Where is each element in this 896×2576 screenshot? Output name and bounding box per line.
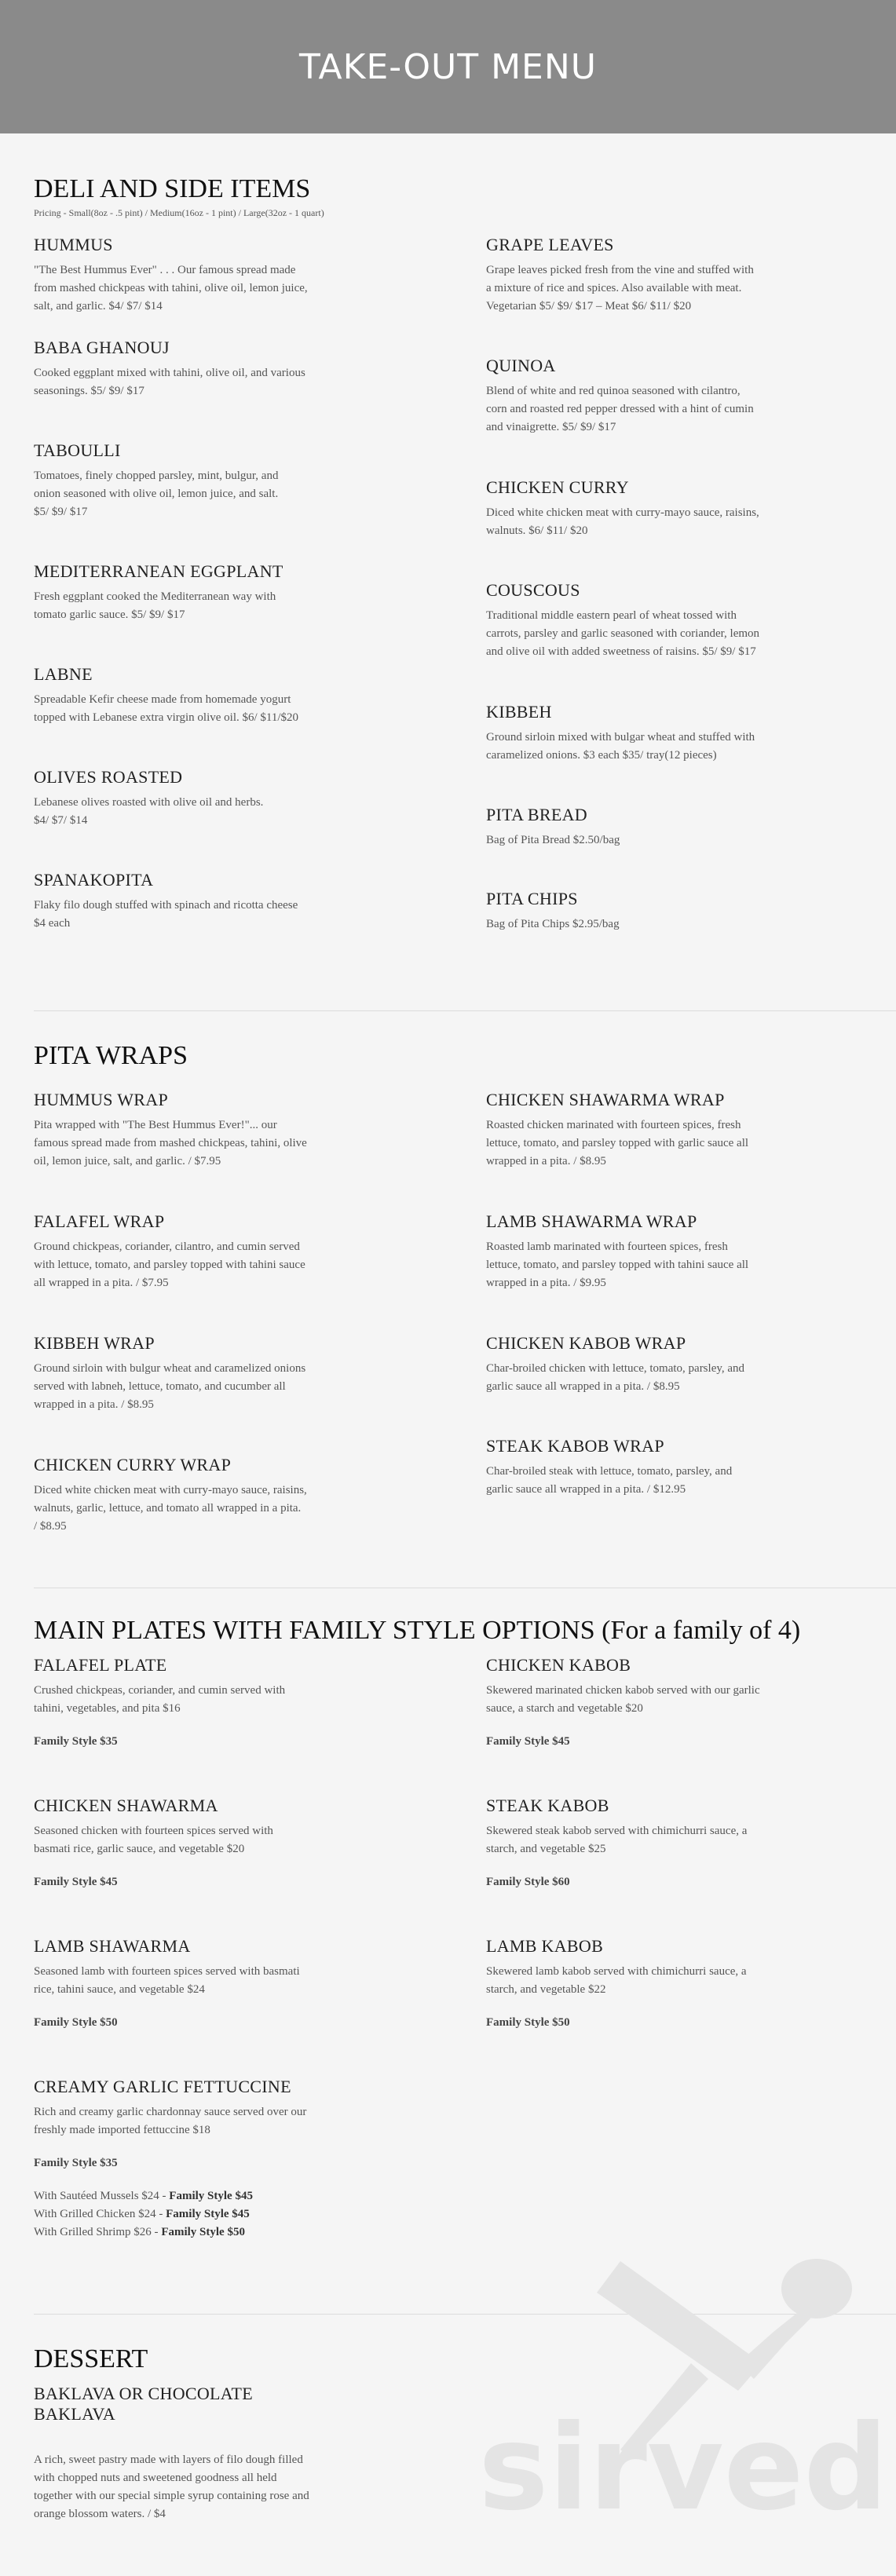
item-description: Tomatoes, finely chopped parsley, mint, bulgur, and onion seasoned with olive oil, lemon juice, and salt. $5/ $9/ $17 bbox=[34, 470, 279, 518]
item-name: TABOULLI bbox=[34, 440, 121, 460]
menu-item bbox=[486, 805, 880, 889]
menu-item bbox=[34, 561, 486, 664]
section-divider bbox=[34, 1010, 896, 1011]
family-style-price: Family Style $35 bbox=[34, 1735, 118, 1748]
item-name: LAMB SHAWARMA bbox=[34, 1936, 191, 1956]
item-name: SPANAKOPITA bbox=[34, 870, 154, 890]
plates-left-column bbox=[34, 1655, 486, 2242]
wraps-section-title: PITA WRAPS bbox=[34, 1041, 188, 1070]
item-description: Char-broiled chicken with lettuce, tomato, parsley, and garlic sauce all wrapped in a pita. / $8.95 bbox=[486, 1362, 745, 1393]
family-style-price: Family Style $45 bbox=[486, 1735, 570, 1748]
item-description: Flaky filo dough stuffed with spinach and ricotta cheese $4 each bbox=[34, 899, 298, 930]
menu-item bbox=[34, 1796, 486, 1936]
item-name: KIBBEH bbox=[486, 702, 552, 722]
wraps-section bbox=[0, 1041, 896, 1536]
menu-item bbox=[34, 1936, 486, 2077]
wraps-left-column bbox=[34, 1090, 486, 1536]
menu-item bbox=[34, 870, 486, 933]
dessert-section-title: DESSERT bbox=[34, 2344, 148, 2373]
item-name: CHICKEN KABOB bbox=[486, 1655, 631, 1675]
menu-banner bbox=[0, 0, 896, 133]
menu-item bbox=[486, 1655, 880, 1796]
menu-item bbox=[486, 1211, 880, 1333]
item-name: FALAFEL WRAP bbox=[34, 1211, 165, 1231]
item-description: Roasted chicken marinated with fourteen spices, fresh lettuce, tomato, and parsley topped with garlic sauce all wrapped in a pita. / $8.95 bbox=[486, 1119, 749, 1167]
item-description: Grape leaves picked fresh from the vine and stuffed with a mixture of rice and spices. Also available with meat. Vegetarian $5/ $9/ $17 – Meat $6/ $11/ $20 bbox=[486, 264, 754, 312]
item-description: Ground chickpeas, coriander, cilantro, and cumin served with lettuce, tomato, and parsley topped with tahini sauce all wrapped in a pita. / $7.95 bbox=[34, 1240, 305, 1289]
item-name: FALAFEL PLATE bbox=[34, 1655, 167, 1675]
item-description: Bag of Pita Chips $2.95/bag bbox=[486, 918, 620, 930]
menu-item bbox=[34, 664, 486, 767]
item-description: Lebanese olives roasted with olive oil and herbs. $4/ $7/ $14 bbox=[34, 796, 264, 827]
menu-item bbox=[486, 1936, 880, 2030]
item-description: A rich, sweet pastry made with layers of filo dough filled with chopped nuts and sweetened goodness all held together with our special simple syrup containing rose and orange blossom waters. / $4 bbox=[34, 2454, 309, 2520]
family-style-price: Family Style $50 bbox=[486, 2016, 570, 2029]
menu-item bbox=[486, 1796, 880, 1936]
menu-item bbox=[34, 1455, 486, 1536]
deli-section-title: DELI AND SIDE ITEMS bbox=[34, 174, 311, 203]
menu-item bbox=[34, 1211, 486, 1333]
menu-item bbox=[486, 356, 880, 477]
family-style-price: Family Style $35 bbox=[34, 2157, 118, 2169]
item-description: Seasoned lamb with fourteen spices served with basmati rice, tahini sauce, and vegetable $24 bbox=[34, 1965, 300, 1996]
menu-item bbox=[34, 235, 486, 338]
item-description: Seasoned chicken with fourteen spices served with basmati rice, garlic sauce, and vegetable $20 bbox=[34, 1825, 273, 1855]
option-line: With Sautéed Mussels $24 - Family Style $45 bbox=[34, 2190, 253, 2202]
fettuccine-options bbox=[34, 2187, 486, 2242]
item-description: Roasted lamb marinated with fourteen spices, fresh lettuce, tomato, and parsley topped with tahini sauce all wrapped in a pita. / $9.95 bbox=[486, 1240, 749, 1289]
wraps-right-column bbox=[486, 1090, 880, 1536]
plates-section bbox=[0, 1616, 896, 2242]
item-name: CREAMY GARLIC FETTUCCINE bbox=[34, 2077, 291, 2096]
item-name: STEAK KABOB bbox=[486, 1796, 609, 1815]
item-description: Ground sirloin with bulgur wheat and caramelized onions served with labneh, lettuce, tomato, and cucumber all wrapped in a pita. / $8.95 bbox=[34, 1362, 306, 1411]
item-description: Char-broiled steak with lettuce, tomato, parsley, and garlic sauce all wrapped in a pita. / $12.95 bbox=[486, 1465, 733, 1496]
item-name: LABNE bbox=[34, 664, 93, 684]
menu-item bbox=[486, 1090, 880, 1211]
item-name: STEAK KABOB WRAP bbox=[486, 1436, 664, 1456]
item-name: QUINOA bbox=[486, 356, 556, 375]
item-description: "The Best Hummus Ever" . . . Our famous spread made from mashed chickpeas with tahini, olive oil, lemon juice, salt, and garlic. $4/ $7/ $14 bbox=[34, 264, 308, 312]
item-description: Ground sirloin mixed with bulgar wheat and stuffed with caramelized onions. $3 each $35/ tray(12 pieces) bbox=[486, 731, 755, 762]
item-name: CHICKEN SHAWARMA bbox=[34, 1796, 218, 1815]
item-description: Cooked eggplant mixed with tahini, olive oil, and various seasonings. $5/ $9/ $17 bbox=[34, 367, 305, 397]
item-name: BABA GHANOUJ bbox=[34, 338, 170, 357]
item-description: Skewered steak kabob served with chimichurri sauce, a starch, and vegetable $25 bbox=[486, 1825, 748, 1855]
item-name: CHICKEN CURRY bbox=[486, 477, 629, 497]
menu-item bbox=[34, 2384, 486, 2523]
menu-item bbox=[486, 1333, 880, 1436]
menu-item bbox=[34, 767, 486, 870]
item-name: CHICKEN KABOB WRAP bbox=[486, 1333, 686, 1353]
item-name: LAMB KABOB bbox=[486, 1936, 604, 1956]
option-line: With Grilled Chicken $24 - Family Style $45 bbox=[34, 2208, 250, 2220]
item-name: HUMMUS bbox=[34, 235, 113, 254]
item-name: CHICKEN SHAWARMA WRAP bbox=[486, 1090, 725, 1109]
menu-item bbox=[34, 2077, 486, 2242]
menu-item bbox=[34, 1090, 486, 1211]
menu-title: TAKE-OUT MENU bbox=[299, 46, 597, 87]
menu-item bbox=[34, 440, 486, 561]
menu-item bbox=[486, 1436, 880, 1499]
item-description: Diced white chicken meat with curry-mayo sauce, raisins, walnuts, garlic, lettuce, and tomato all wrapped in a pita. / $8.95 bbox=[34, 1484, 307, 1533]
item-description: Traditional middle eastern pearl of wheat tossed with carrots, parsley and garlic seasoned with coriander, lemon and olive oil with added sweetness of raisins. $5/ $9/ $17 bbox=[486, 609, 760, 658]
item-name: CHICKEN CURRY WRAP bbox=[34, 1455, 232, 1474]
item-description: Spreadable Kefir cheese made from homemade yogurt topped with Lebanese extra virgin olive oil. $6/ $11/$20 bbox=[34, 693, 299, 724]
family-style-price: Family Style $45 bbox=[34, 1876, 118, 1888]
item-description: Fresh eggplant cooked the Mediterranean way with tomato garlic sauce. $5/ $9/ $17 bbox=[34, 590, 276, 621]
item-description: Crushed chickpeas, coriander, and cumin served with tahini, vegetables, and pita $16 bbox=[34, 1684, 286, 1715]
item-description: Bag of Pita Bread $2.50/bag bbox=[486, 834, 620, 846]
item-name: OLIVES ROASTED bbox=[34, 767, 183, 787]
item-description: Diced white chicken meat with curry-mayo sauce, raisins, walnuts. $6/ $11/ $20 bbox=[486, 506, 759, 537]
menu-item bbox=[486, 235, 880, 356]
item-description: Skewered lamb kabob served with chimichurri sauce, a starch, and vegetable $22 bbox=[486, 1965, 747, 1996]
item-description: Skewered marinated chicken kabob served with our garlic sauce, a starch and vegetable $20 bbox=[486, 1684, 760, 1715]
menu-item bbox=[486, 580, 880, 702]
deli-right-column bbox=[486, 235, 880, 934]
family-style-price: Family Style $60 bbox=[486, 1876, 570, 1888]
item-name: LAMB SHAWARMA WRAP bbox=[486, 1211, 697, 1231]
item-name: MEDITERRANEAN EGGPLANT bbox=[34, 561, 283, 581]
menu-item bbox=[486, 702, 880, 805]
item-name: KIBBEH WRAP bbox=[34, 1333, 155, 1353]
item-name: PITA CHIPS bbox=[486, 889, 578, 908]
item-description: Rich and creamy garlic chardonnay sauce served over our freshly made imported fettuccine $18 bbox=[34, 2106, 307, 2136]
deli-section bbox=[0, 174, 896, 934]
menu-item bbox=[34, 338, 486, 440]
deli-pricing-note: Pricing - Small(8oz - .5 pint) / Medium(16oz - 1 pint) / Large(32oz - 1 quart) bbox=[34, 207, 324, 218]
item-name: PITA BREAD bbox=[486, 805, 587, 824]
menu-item bbox=[34, 1655, 486, 1796]
item-name: BAKLAVA OR CHOCOLATE BAKLAVA bbox=[34, 2384, 254, 2424]
item-name: GRAPE LEAVES bbox=[486, 235, 614, 254]
watermark-text: sirved bbox=[478, 2400, 888, 2537]
menu-item bbox=[486, 889, 880, 934]
item-name: HUMMUS WRAP bbox=[34, 1090, 168, 1109]
item-description: Pita wrapped with "The Best Hummus Ever!"... our famous spread made from mashed chickpeas, tahini, olive oil, lemon juice, salt, and garlic. / $7.95 bbox=[34, 1119, 307, 1167]
menu-item bbox=[34, 1333, 486, 1455]
option-line: With Grilled Shrimp $26 - Family Style $50 bbox=[34, 2226, 245, 2238]
dessert-left-column bbox=[34, 2384, 486, 2523]
deli-left-column bbox=[34, 235, 486, 934]
family-style-price: Family Style $50 bbox=[34, 2016, 118, 2029]
item-name: COUSCOUS bbox=[486, 580, 580, 600]
dessert-section bbox=[0, 2344, 896, 2523]
plates-section-title: MAIN PLATES WITH FAMILY STYLE OPTIONS (For a family of 4) bbox=[34, 1616, 801, 1645]
menu-item bbox=[486, 477, 880, 580]
item-description: Blend of white and red quinoa seasoned with cilantro, corn and roasted red pepper dressed with a hint of cumin and vinaigrette. $5/ $9/ $17 bbox=[486, 385, 754, 433]
plates-right-column bbox=[486, 1655, 880, 2242]
